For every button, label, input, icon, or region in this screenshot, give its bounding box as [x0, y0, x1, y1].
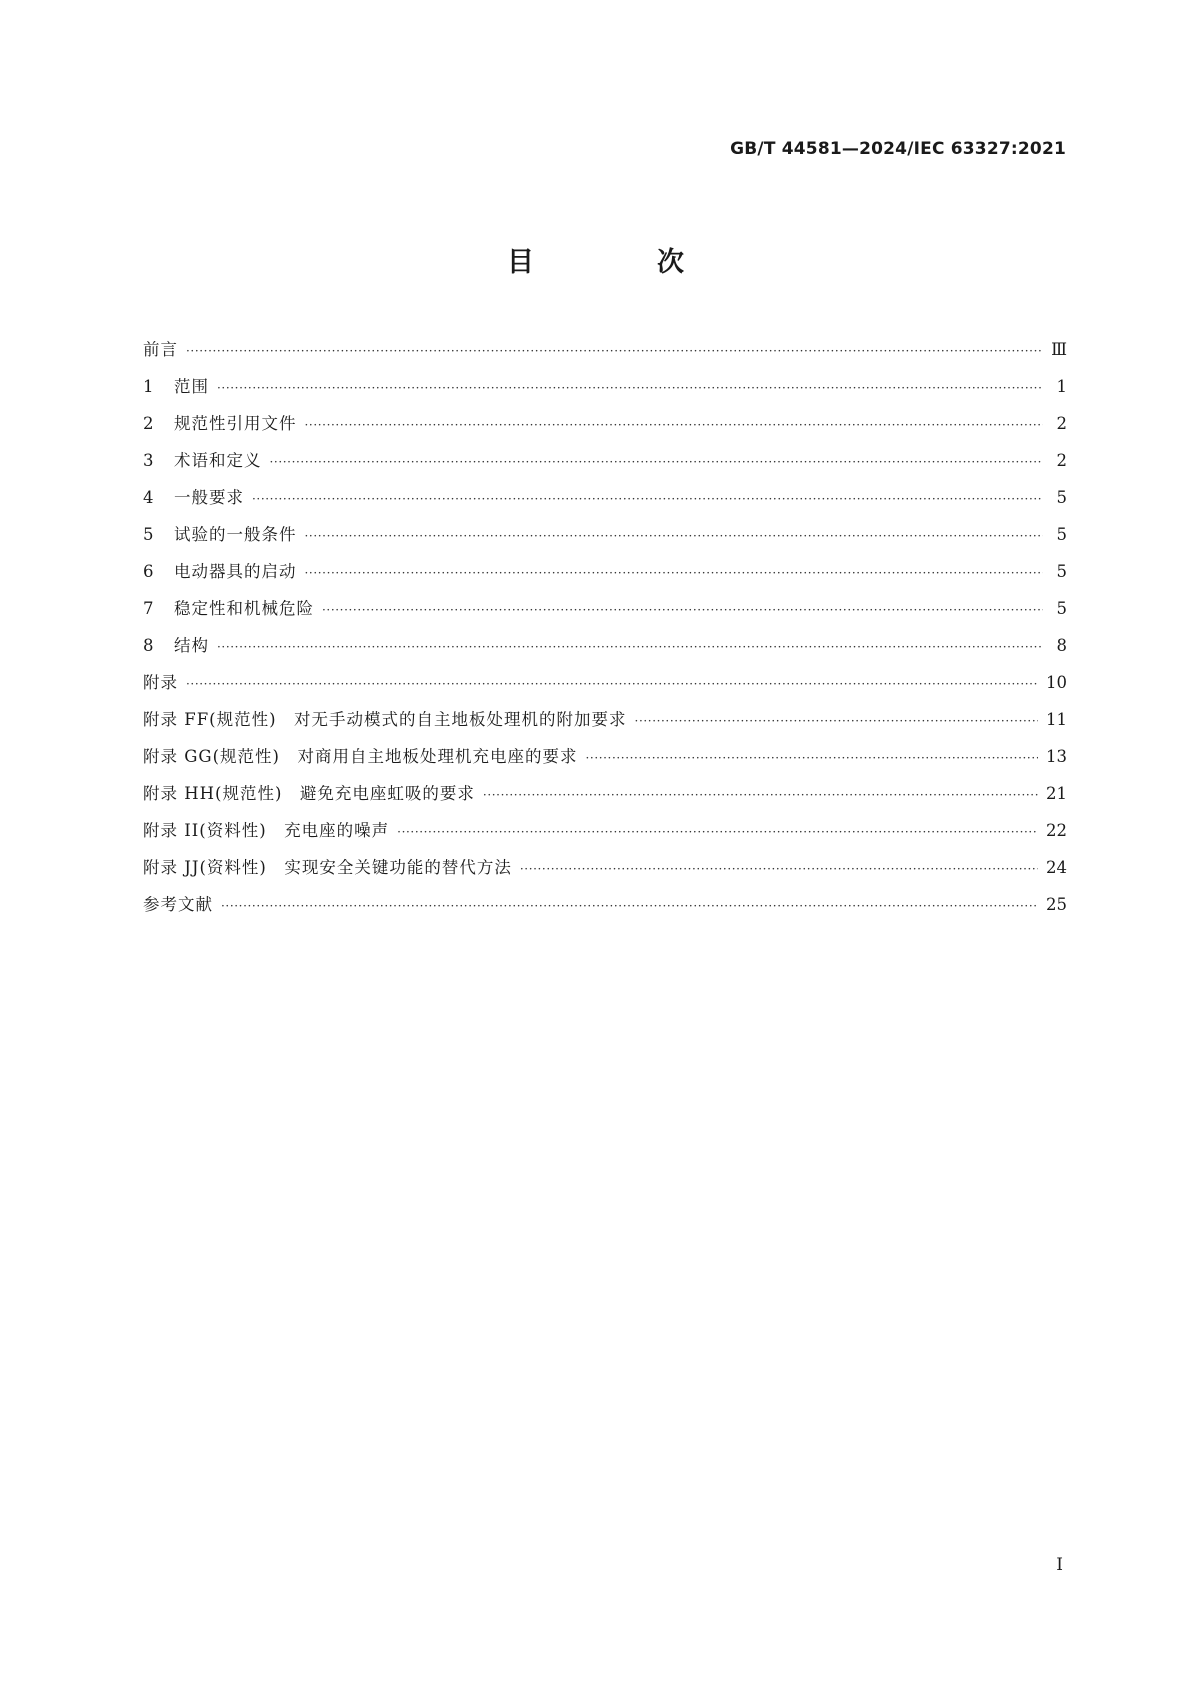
toc-dot-leader: [585, 745, 1038, 771]
toc-entry-annex-ii[interactable]: [143, 818, 1067, 855]
toc-dot-leader: [305, 523, 1044, 549]
toc-entry-construction[interactable]: [143, 633, 1067, 670]
toc-entry-stability[interactable]: [143, 596, 1067, 633]
toc-dot-leader: [397, 819, 1038, 845]
toc-entry-page: 11: [1046, 710, 1067, 729]
toc-entry-annex-jj[interactable]: [143, 855, 1067, 892]
toc-entry-page: 25: [1046, 895, 1067, 914]
toc-entry-scope[interactable]: [143, 374, 1067, 411]
toc-dot-leader: [252, 486, 1043, 512]
toc-dot-leader: [186, 671, 1038, 697]
toc-dot-leader: [217, 375, 1043, 401]
standard-code: GB/T 44581—2024/IEC 63327:2021: [730, 139, 1066, 159]
toc-entry-label: 附录 II(资料性) 充电座的噪声: [143, 821, 390, 840]
toc-dot-leader: [635, 708, 1038, 734]
toc-entry-number: 2: [143, 414, 154, 433]
toc-entry-annex-ff[interactable]: [143, 707, 1067, 744]
toc-entry-number: 7: [143, 599, 154, 618]
toc-entry-page: 2: [1056, 451, 1067, 470]
toc-entry-label: 一般要求: [174, 488, 244, 507]
toc-entry-label: 附录 GG(规范性) 对商用自主地板处理机充电座的要求: [143, 747, 578, 766]
toc-dot-leader: [305, 412, 1044, 438]
toc-entry-page: 24: [1046, 858, 1067, 877]
toc-entry-bibliography[interactable]: [143, 892, 1067, 929]
toc-entry-label: 附录: [143, 673, 178, 692]
toc-entry-page: 5: [1056, 488, 1067, 507]
toc-entry-annex-gg[interactable]: [143, 744, 1067, 781]
toc-dot-leader: [186, 338, 1043, 364]
toc-entry-label: 附录 FF(规范性) 对无手动模式的自主地板处理机的附加要求: [143, 710, 627, 729]
toc-entry-page: 13: [1046, 747, 1067, 766]
toc-entry-annexes[interactable]: [143, 670, 1067, 707]
toc-entry-number: 4: [143, 488, 154, 507]
toc-entry-number: 8: [143, 636, 154, 655]
page-title: 目 次: [507, 247, 732, 278]
toc-dot-leader: [520, 856, 1038, 882]
page-number: Ⅰ: [1056, 1555, 1063, 1575]
toc-entry-page: Ⅲ: [1051, 340, 1067, 359]
toc-entry-page: 8: [1056, 636, 1067, 655]
toc-entry-number: 5: [143, 525, 154, 544]
toc-entry-label: 附录 HH(规范性) 避免充电座虹吸的要求: [143, 784, 475, 803]
toc-entry-normative-references[interactable]: [143, 411, 1067, 448]
toc-entry-page: 5: [1056, 525, 1067, 544]
toc-dot-leader: [322, 597, 1043, 623]
toc-entry-number: 6: [143, 562, 154, 581]
toc-entry-label: 前言: [143, 340, 178, 359]
toc-entry-label: 结构: [174, 636, 209, 655]
toc-entry-number: 3: [143, 451, 154, 470]
toc-entry-foreword[interactable]: [143, 337, 1067, 374]
toc-entry-page: 21: [1046, 784, 1067, 803]
toc-entry-label: 稳定性和机械危险: [174, 599, 314, 618]
toc-entry-general-requirements[interactable]: [143, 485, 1067, 522]
toc-entry-page: 5: [1056, 562, 1067, 581]
toc-entry-page: 2: [1056, 414, 1067, 433]
toc-entry-label: 术语和定义: [174, 451, 262, 470]
toc-entry-test-conditions[interactable]: [143, 522, 1067, 559]
toc-entry-label: 电动器具的启动: [174, 562, 297, 581]
toc-entry-label: 范围: [174, 377, 209, 396]
toc-dot-leader: [221, 893, 1038, 919]
toc-entry-page: 10: [1046, 673, 1067, 692]
toc-entry-label: 试验的一般条件: [174, 525, 297, 544]
table-of-contents: [143, 337, 1067, 929]
toc-entry-page: 1: [1056, 377, 1067, 396]
toc-entry-annex-hh[interactable]: [143, 781, 1067, 818]
toc-entry-page: 22: [1046, 821, 1067, 840]
toc-entry-label: 附录 JJ(资料性) 实现安全关键功能的替代方法: [143, 858, 512, 877]
toc-entry-label: 规范性引用文件: [174, 414, 297, 433]
toc-dot-leader: [305, 560, 1044, 586]
toc-dot-leader: [483, 782, 1038, 808]
toc-entry-number: 1: [143, 377, 154, 396]
toc-dot-leader: [270, 449, 1044, 475]
toc-entry-label: 参考文献: [143, 895, 213, 914]
toc-entry-page: 5: [1056, 599, 1067, 618]
toc-dot-leader: [217, 634, 1043, 660]
toc-entry-starting[interactable]: [143, 559, 1067, 596]
toc-entry-terms-and-definitions[interactable]: [143, 448, 1067, 485]
